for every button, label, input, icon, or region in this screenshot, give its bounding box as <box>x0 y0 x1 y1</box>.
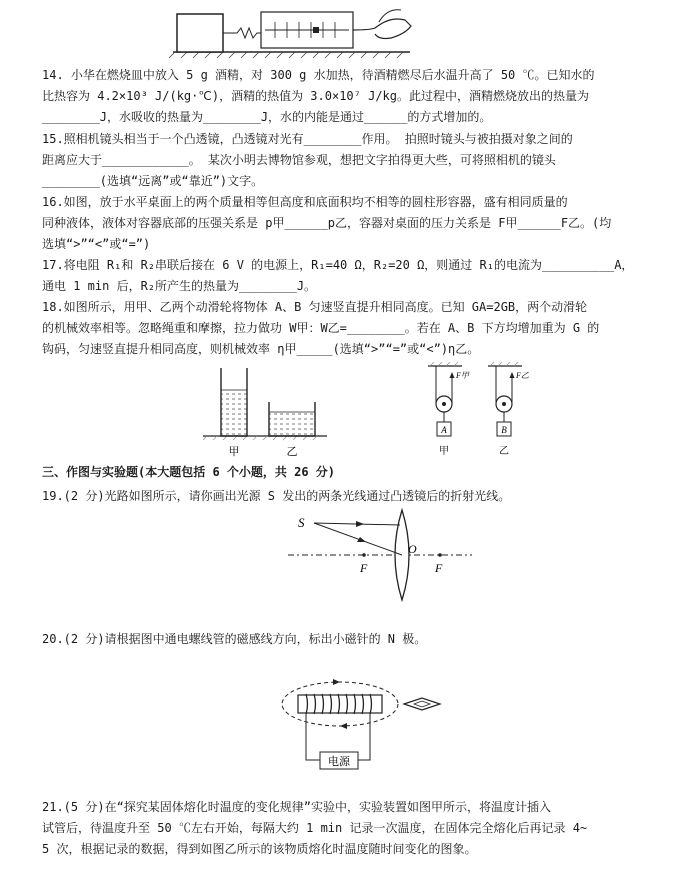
focus-label-right: F <box>435 561 443 575</box>
q18-line-1: 18.如图所示，用甲、乙两个动滑轮将物体 A、B 匀速竖直提升相同高度。已知 GA=2GB，两个动滑轮 <box>42 300 588 314</box>
pulley-box-a: A <box>441 425 447 435</box>
container-label-b: 乙 <box>286 446 298 458</box>
force-label-a: F甲 <box>456 371 469 380</box>
power-supply-label: 电源 <box>328 756 350 768</box>
optical-center-label: O <box>408 542 417 556</box>
spring-scale-figure <box>165 0 425 60</box>
pulley-label-a: 甲 <box>439 446 449 457</box>
q14-line-2: 比热容为 4.2×10³ J/(kg·℃)，酒精的热值为 3.0×10⁷ J/kg。此过程中，酒精燃烧放出的热量为 <box>42 89 589 103</box>
q21-line-3: 5 次，根据记录的数据，得到如图乙所示的该物质熔化时温度随时间变化的图象。 <box>42 842 477 856</box>
containers-figure <box>195 362 335 460</box>
q16-line-2: 同种液体，液体对容器底部的压强关系是 p甲______p乙，容器对桌面的压力关系是 F甲______F乙。(均 <box>42 216 612 230</box>
q18-line-2: 的机械效率相等。忽略绳重和摩擦，拉力做功 W甲：W乙=________。若在 A、B 下方均增加重为 G 的 <box>42 321 600 335</box>
pulley-label-b: 乙 <box>499 446 509 457</box>
q21-line-2: 试管后，待温度升至 50 ℃左右开始，每隔大约 1 min 记录一次温度，在固体完全熔化后再记录 4~ <box>42 821 588 835</box>
q17-line-1: 17.将电阻 R₁和 R₂串联后接在 6 V 的电源上，R₁=40 Ω，R₂=20 Ω，则通过 R₁的电流为__________A， <box>42 258 634 272</box>
q16-line-3: 选填“>”“<”或“=”) <box>42 237 151 251</box>
q16-line-1: 16.如图，放于水平桌面上的两个质量相等但高度和底面积均不相等的圆柱形容器，盛有相同质量的 <box>42 195 568 209</box>
q15-line-1: 15.照相机镜头相当于一个凸透镜，凸透镜对光有________作用。 拍照时镜头与被拍摄对象之间的 <box>42 132 573 146</box>
pulley-box-b: B <box>501 425 507 435</box>
section-3-title: 三、作图与实验题(本大题包括 6 个小题，共 26 分) <box>42 465 336 479</box>
q21-line-1: 21.(5 分)在“探究某固体熔化时温度的变化规律”实验中，实验装置如图甲所示，将温度计插入 <box>42 800 552 814</box>
container-label-a: 甲 <box>228 446 240 458</box>
q14-line-1: 14. 小华在燃烧皿中放入 5 g 酒精，对 300 g 水加热，待酒精燃尽后水温升高了 50 ℃。已知水的 <box>42 68 595 82</box>
pulleys-figure <box>412 362 552 460</box>
force-label-b: F乙 <box>516 371 529 380</box>
focus-label-left: F <box>360 561 368 575</box>
q18-line-3: 钩码，匀速竖直提升相同高度，则机械效率 η甲_____(选填“>”“=”或“<”)η乙。 <box>42 342 480 356</box>
q14-line-3: ________J，水吸收的热量为________J，水的内能是通过______的方式增加的。 <box>42 110 492 124</box>
light-source-label: S <box>298 515 305 530</box>
q15-line-3: ________(选填“远离”或“靠近”)文字。 <box>42 174 264 188</box>
solenoid-figure <box>280 666 460 776</box>
q15-line-2: 距离应大于____________。 某次小明去博物馆参观，想把文字拍得更大些，可将照相机的镜头 <box>42 153 556 167</box>
q17-line-2: 通电 1 min 后，R₂所产生的热量为________J。 <box>42 279 317 293</box>
q19-text: 19.(2 分)光路如图所示，请你画出光源 S 发出的两条光线通过凸透镜后的折射光线。 <box>42 489 511 503</box>
lens-figure <box>280 505 480 605</box>
q20-text: 20.(2 分)请根据图中通电螺线管的磁感线方向，标出小磁针的 N 极。 <box>42 632 427 646</box>
